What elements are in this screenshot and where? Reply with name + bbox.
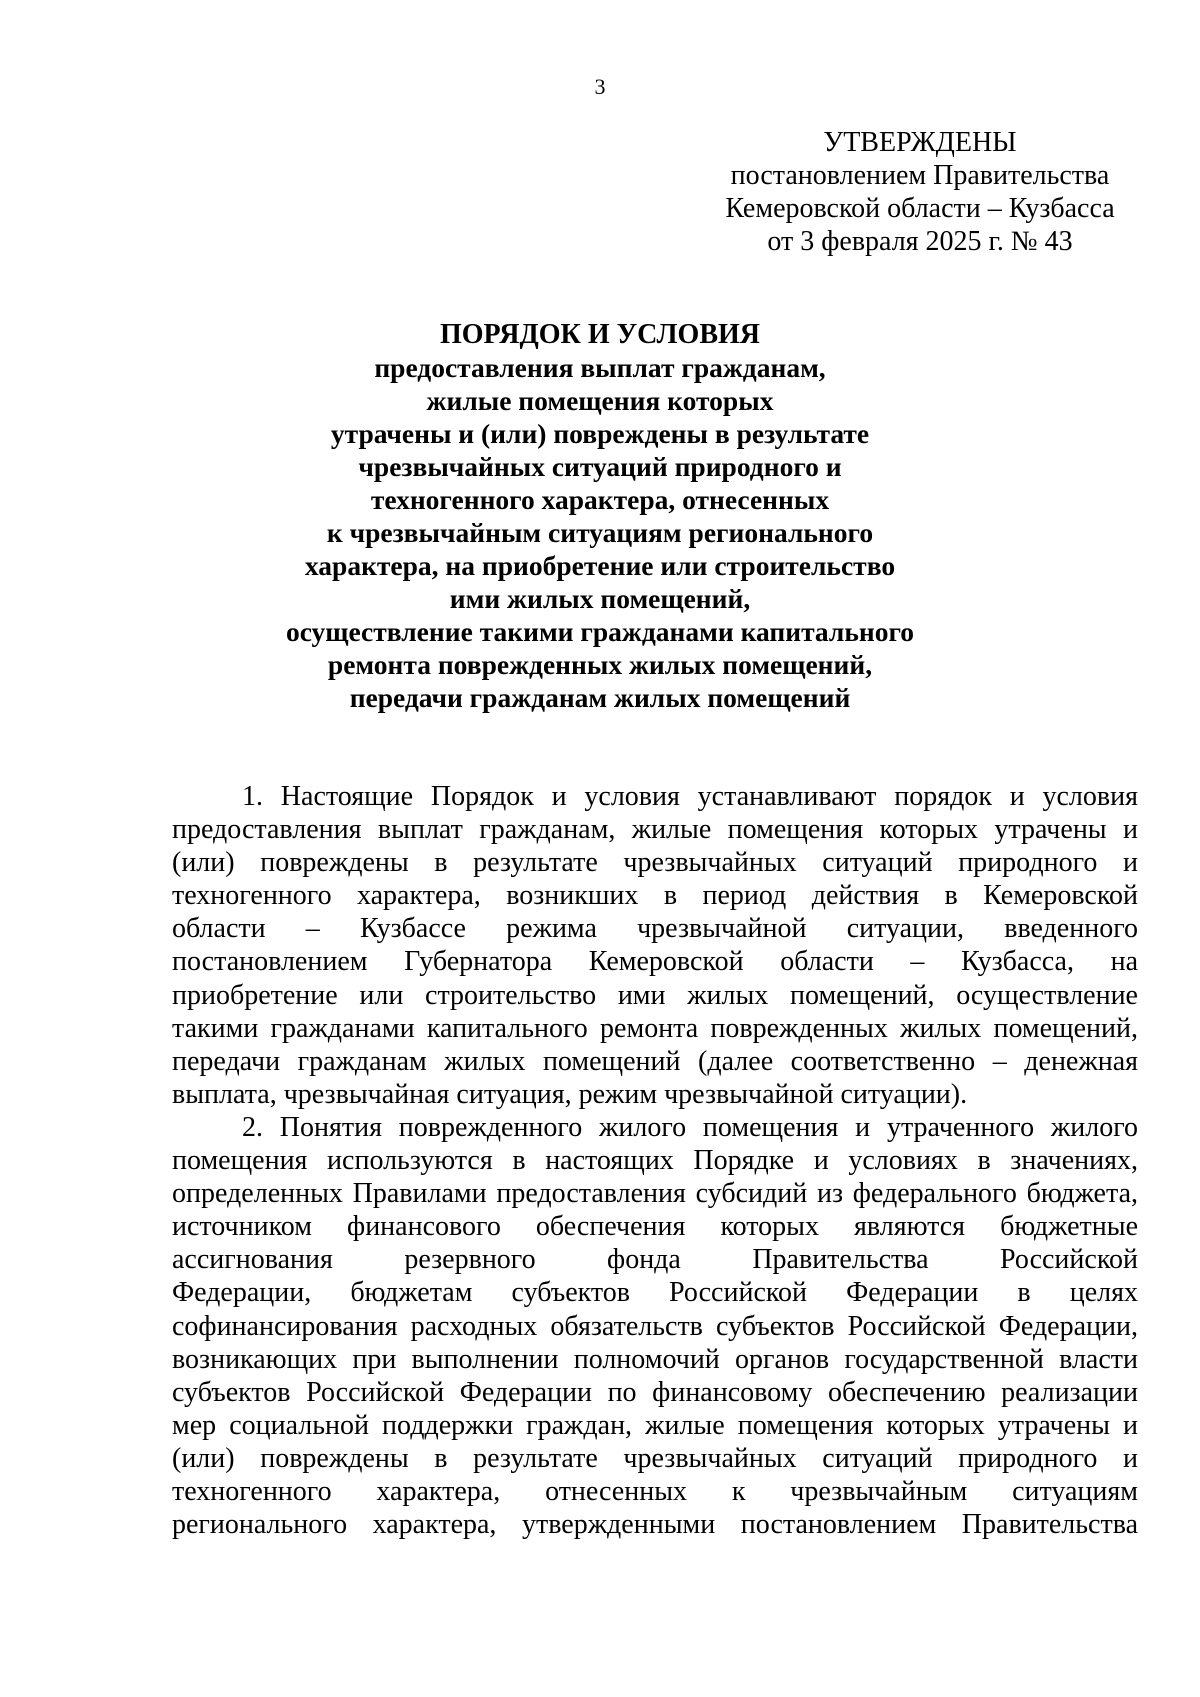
paragraph-line: возникающих при выполнении полномочий органов государственной власти <box>172 1343 1138 1375</box>
paragraph-line: выплата, чрезвычайная ситуация, режим чрезвычайной ситуации). <box>172 1078 968 1110</box>
document-title-line: осуществление такими гражданами капитального <box>285 616 915 647</box>
document-title-line: предоставления выплат гражданам, <box>374 352 826 383</box>
paragraph-line: софинансирования расходных обязательств субъектов Российской Федерации, <box>172 1310 1138 1342</box>
paragraph-line: Федерации, бюджетам субъектов Российской Федерации в целях <box>172 1277 1138 1309</box>
document-title-main: ПОРЯДОК И УСЛОВИЯ <box>439 319 760 350</box>
document-title-line: техногенного характера, отнесенных <box>370 484 830 515</box>
paragraph-line: техногенного характера, возникших в период действия в Кемеровской <box>172 880 1138 912</box>
approval-title: УТВЕРЖДЕНЫ <box>823 127 1017 158</box>
paragraph-line: приобретение или строительство ими жилых помещений, осуществление <box>172 979 1138 1011</box>
paragraph-line: техногенного характера, отнесенных к чрезвычайным ситуациям <box>172 1475 1138 1507</box>
document-title <box>220 318 980 714</box>
paragraph-line: (или) повреждены в результате чрезвычайных ситуаций природного и <box>172 847 1138 879</box>
document-title-line: ремонта поврежденных жилых помещений, <box>327 649 873 680</box>
paragraph-line: помещения используются в настоящих Порядке и условиях в значениях, <box>172 1145 1138 1177</box>
document-title-line: чрезвычайных ситуаций природного и <box>358 451 842 482</box>
document-title-line: к чрезвычайным ситуациям регионального <box>326 517 874 548</box>
document-title-line: характера, на приобретение или строительство <box>304 550 896 581</box>
document-title-line: жилые помещения которых <box>426 385 774 416</box>
approval-line: постановлением Правительства <box>730 160 1110 191</box>
approval-stamp <box>690 126 1150 258</box>
approval-line: Кемеровской области – Кузбасса <box>725 193 1115 224</box>
document-title-line: утрачены и (или) повреждены в результате <box>330 418 870 449</box>
paragraph-line: регионального характера, утвержденными постановлением Правительства <box>172 1509 1138 1541</box>
paragraph-line: ассигнования резервного фонда Правительства Российской <box>172 1244 1138 1276</box>
paragraph-line: (или) повреждены в результате чрезвычайных ситуаций природного и <box>172 1442 1138 1474</box>
paragraph-line: области – Кузбассе режима чрезвычайной ситуации, введенного <box>172 913 1138 945</box>
page-number: 3 <box>594 74 606 99</box>
paragraph-line: передачи гражданам жилых помещений (далее соответственно – денежная <box>172 1045 1138 1077</box>
document-body <box>172 780 1138 1541</box>
paragraph-line: источником финансового обеспечения которых являются бюджетные <box>172 1211 1138 1243</box>
paragraph-line: постановлением Губернатора Кемеровской области – Кузбасса, на <box>172 946 1138 978</box>
paragraph-line: 1. Настоящие Порядок и условия устанавливают порядок и условия <box>242 781 1138 812</box>
paragraph-line: мер социальной поддержки граждан, жилые помещения которых утрачены и <box>172 1409 1138 1441</box>
paragraph-line: 2. Понятия поврежденного жилого помещения и утраченного жилого <box>242 1111 1138 1143</box>
document-title-line: передачи гражданам жилых помещений <box>349 682 851 713</box>
approval-line: от 3 февраля 2025 г. № 43 <box>767 226 1073 257</box>
paragraph-line: субъектов Российской Федерации по финансовому обеспечению реализации <box>172 1376 1138 1408</box>
paragraph-2 <box>172 1111 1138 1541</box>
paragraph-line: такими гражданами капитального ремонта поврежденных жилых помещений, <box>172 1012 1138 1044</box>
paragraph-line: определенных Правилами предоставления субсидий из федерального бюджета, <box>172 1178 1138 1210</box>
paragraph-1 <box>172 780 1138 1111</box>
paragraph-line: предоставления выплат гражданам, жилые помещения которых утрачены и <box>172 814 1138 846</box>
document-title-line: ими жилых помещений, <box>449 583 751 614</box>
